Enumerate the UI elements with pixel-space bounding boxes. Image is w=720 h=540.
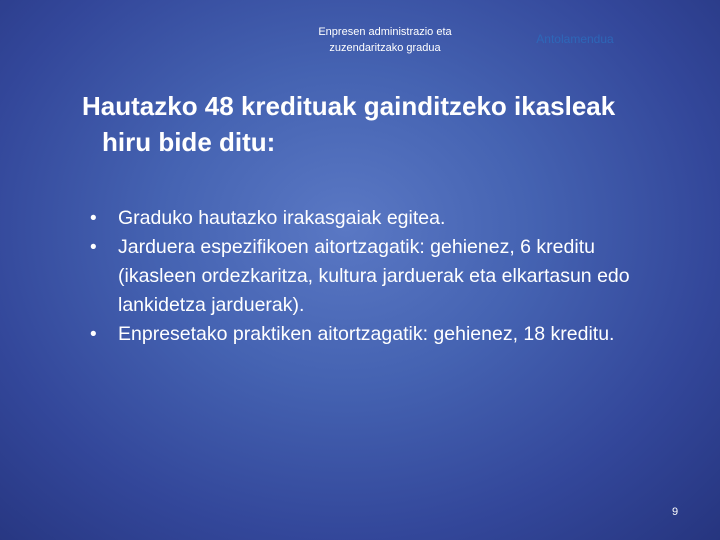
bullet-list (90, 204, 670, 349)
page-number: 9 (671, 506, 679, 518)
program-header-line2: zuzendaritzako gradua (329, 42, 441, 54)
bullet-icon: • (90, 208, 97, 229)
program-header (300, 24, 470, 56)
bullet-text: Graduko hautazko irakasgaiak egitea. (118, 207, 446, 229)
bullet-item (90, 233, 670, 320)
slide-title-line2: hiru bide ditu: (102, 127, 276, 157)
slide-title (82, 88, 682, 160)
bullet-item (90, 320, 670, 349)
bullet-item (90, 204, 670, 233)
bullet-text: Enpresetako praktiken aitortzagatik: gehienez, 18 kreditu. (118, 323, 615, 345)
bullet-icon: • (90, 237, 97, 258)
section-watermark: Antolamendua (536, 32, 614, 46)
bullet-icon: • (90, 324, 97, 345)
bullet-text: Jarduera espezifikoen aitortzagatik: gehienez, 6 kreditu (ikasleen ordezkaritza, kultura jarduerak eta elkartasun edo lankidetza jarduerak). (118, 236, 630, 316)
program-header-line1: Enpresen administrazio eta (318, 26, 452, 38)
slide-title-line1: Hautazko 48 kredituak gainditzeko ikasleak (82, 91, 616, 121)
